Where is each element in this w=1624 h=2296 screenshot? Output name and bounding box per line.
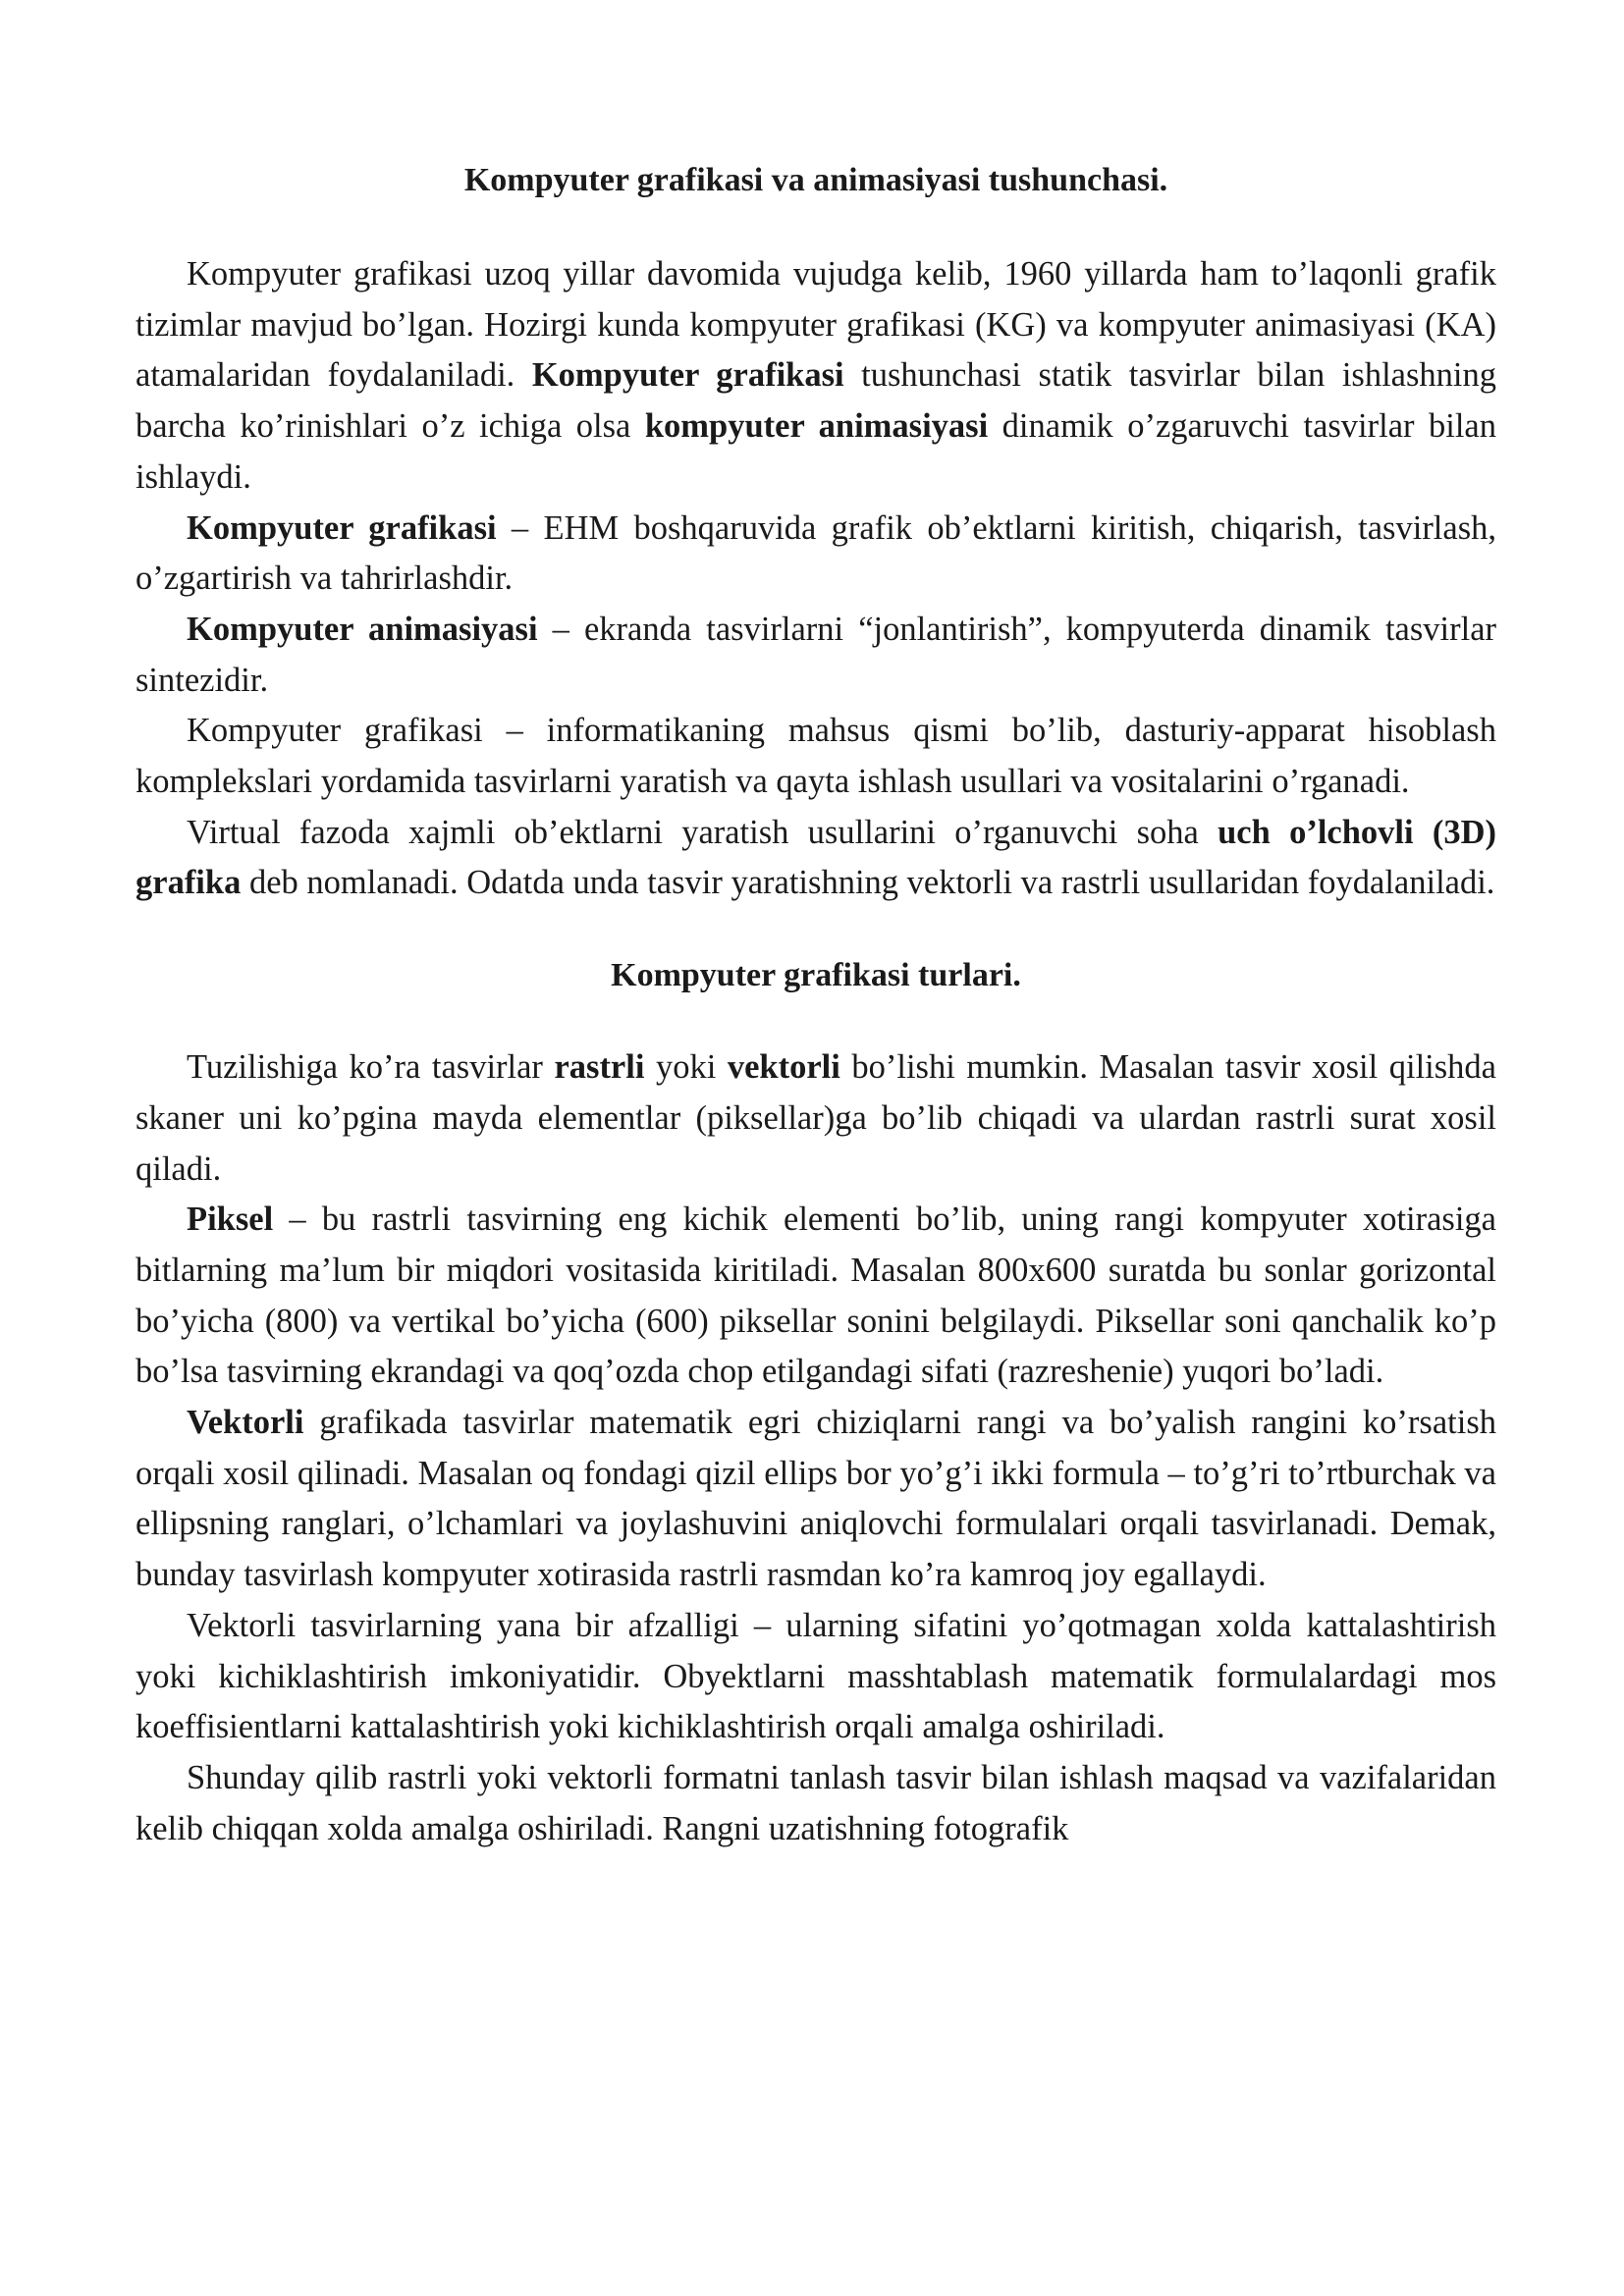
section-body-types xyxy=(135,1042,1496,1854)
bold-term: Kompyuter grafikasi xyxy=(531,356,844,395)
bold-term: uch o’lchovli (3D) grafika xyxy=(135,813,1496,902)
text-run: – ekranda tasvirlarni “jonlantirish”, kompyuterda dinamik tasvirlar sintezidir. xyxy=(135,610,1496,699)
section-title-concept: Kompyuter grafikasi va animasiyasi tushunchasi. xyxy=(463,162,1168,198)
bold-term: rastrli xyxy=(554,1048,645,1087)
text-run: Vektorli tasvirlarning yana bir afzalligi – ularning sifatini yo’qotmagan xolda kattalashtirish yoki kichiklashtirish imkoniyatidir. Obyektlarni masshtablash matematik formulalardagi mos koeffisientlarni kattalashtirish yoki kichiklashtirish orqali amalga oshiriladi. xyxy=(135,1606,1496,1746)
text-run: Shunday qilib rastrli yoki vektorli formatni tanlash tasvir bilan ishlash maqsad va vazifalaridan kelib chiqqan xolda amalga oshiriladi. Rangni uzatishning fotografik xyxy=(135,1758,1496,1847)
body-paragraph xyxy=(135,605,1496,706)
text-run: Virtual fazoda xajmli ob’ektlarni yaratish usullarini o’rganuvchi soha xyxy=(187,813,1218,851)
body-paragraph xyxy=(135,1042,1496,1195)
section-body-concept xyxy=(135,249,1496,909)
text-run: Tuzilishiga ko’ra tasvirlar xyxy=(187,1048,555,1087)
body-paragraph xyxy=(135,504,1496,605)
bold-term: kompyuter animasiyasi xyxy=(644,407,989,446)
section-title-types: Kompyuter grafikasi turlari. xyxy=(611,957,1021,994)
body-paragraph xyxy=(135,1601,1496,1753)
body-paragraph xyxy=(135,249,1496,504)
body-paragraph xyxy=(135,1398,1496,1601)
bold-term: Kompyuter animasiyasi xyxy=(187,610,538,648)
text-run: – EHM boshqaruvida grafik ob’ektlarni kiritish, chiqarish, tasvirlash, o’zgartirish va tahrirlashdir. xyxy=(135,508,1497,598)
text-run: Kompyuter grafikasi uzoq yillar davomida vujudga kelib, 1960 yillarda ham to’laqonli grafik tizimlar mavjud bo’lgan. Hozirgi kunda kompyuter grafikasi (KG) va kompyuter animasiyasi (KA) atamalaridan foydalaniladi. xyxy=(135,255,1496,395)
document-page xyxy=(135,155,1496,1854)
bold-term: Piksel xyxy=(187,1201,274,1239)
bold-term: Vektorli xyxy=(187,1404,304,1442)
text-run: – bu rastrli tasvirning eng kichik elementi bo’lib, uning rangi kompyuter xotirasiga bitlarning ma’lum bir miqdori vositasida kiritiladi. Masalan 800x600 suratda bu sonlar gorizontal bo’yicha (800) va vertikal bo’yicha (600) piksellar sonini belgilaydi. Piksellar soni qanchalik ko’p bo’lsa tasvirning ekrandagi va qoq’ozda chop etilgandagi sifati (razreshenie) yuqori bo’ladi. xyxy=(135,1201,1496,1391)
body-paragraph xyxy=(135,1753,1496,1854)
text-run: Kompyuter grafikasi – informatikaning mahsus qismi bo’lib, dasturiy-apparat hisoblash komplekslari yordamida tasvirlarni yaratish va qayta ishlash usullari va vositalarini o’rganadi. xyxy=(135,712,1496,801)
body-paragraph xyxy=(135,1195,1496,1398)
text-run: deb nomlanadi. Odatda unda tasvir yaratishning vektorli va rastrli usullaridan foydalaniladi. xyxy=(241,864,1495,902)
text-run: yoki xyxy=(644,1048,728,1087)
text-run: grafikada tasvirlar matematik egri chiziqlarni rangi va bo’yalish rangini ko’rsatish orqali xosil qilinadi. Masalan oq fondagi qizil ellips bor yo’g’i ikki formula – to’g’ri to’rtburchak va ellipsning ranglari, o’lchamlari va joylashuvini aniqlovchi formulalari orqali tasvirlanadi. Demak, bunday tasvirlash kompyuter xotirasida rastrli rasmdan ko’ra kamroq joy egallaydi. xyxy=(135,1404,1496,1594)
text-run: tushunchasi statik tasvirlar bilan ishlashning barcha ko’rinishlari o’z ichiga olsa xyxy=(135,356,1496,446)
body-paragraph xyxy=(135,808,1496,909)
body-paragraph xyxy=(135,706,1496,807)
bold-term: vektorli xyxy=(727,1048,840,1087)
text-run: bo’lishi mumkin. Masalan tasvir xosil qilishda skaner uni ko’pgina mayda elementlar (piksellar)ga bo’lib chiqadi va ulardan rastrli surat xosil qiladi. xyxy=(135,1048,1496,1188)
text-run: dinamik o’zgaruvchi tasvirlar bilan ishlaydi. xyxy=(135,407,1496,496)
bold-term: Kompyuter grafikasi xyxy=(187,508,497,547)
